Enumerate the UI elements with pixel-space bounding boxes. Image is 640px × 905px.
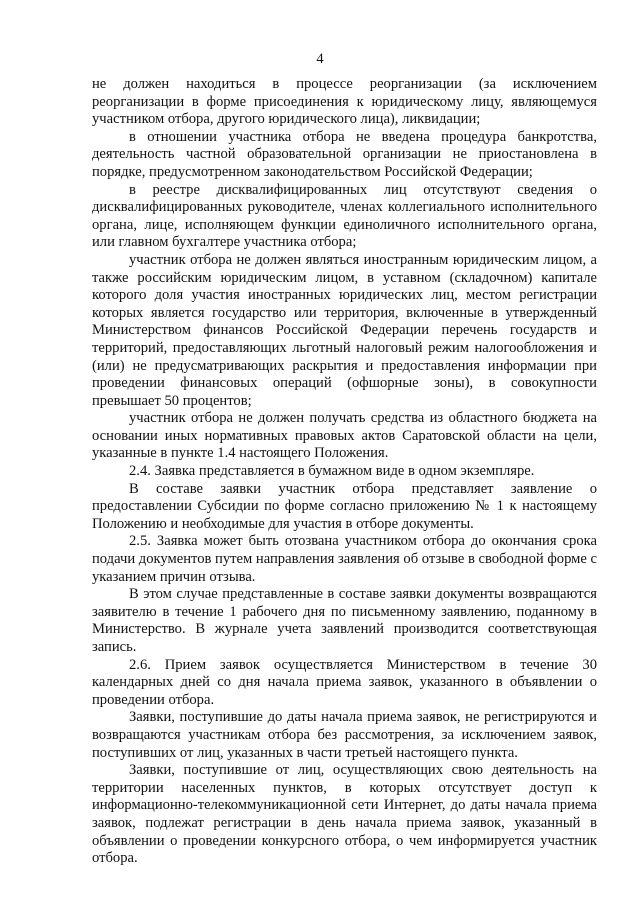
paragraph-2-6: 2.6. Прием заявок осуществляется Министерством в течение 30 календарных дней со дня начала приема заявок, указанного в объявлении о проведении отбора. (92, 656, 597, 708)
paragraph-no-internet-applications: Заявки, поступившие от лиц, осуществляющих свою деятельность на территории населенных пунктов, в которых отсутствует доступ к информационно-телекоммуникационной сети Интернет, до даты начала приема заявок, подлежат регистрации в день начала приема заявок, указанный в объявлении о проведении конкурсного отбора, о чем информируется участник отбора. (92, 762, 597, 867)
paragraph-2-5: 2.5. Заявка может быть отозвана участником отбора до окончания срока подачи документов путем направления заявления об отзыве в свободной форме с указанием причин отзыва. (92, 533, 598, 585)
paragraph-2-4: 2.4. Заявка представляется в бумажном виде в одном экземпляре. (129, 463, 535, 480)
paragraph-reorganization: не должен находиться в процессе реорганизации (за исключением реорганизации в форме присоединения к юридическому лицу, являющемуся участником отбора, другого юридического лица), ликвидации; (92, 76, 597, 128)
paragraph-regional-budget: участник отбора не должен получать средства из областного бюджета на основании иных нормативных правовых актов Саратовской области на цели, указанные в пункте 1.4 настоящего Положения. (92, 410, 597, 462)
paragraph-disqualified-registry: в реестре дисквалифицированных лиц отсутствуют сведения о дисквалифицированных руководителе, членах коллегиального исполнительного органа, лице, исполняющем функции единоличного исполнительного органа, или главном бухгалтере участника отбора; (92, 181, 597, 251)
document-body (92, 76, 597, 868)
paragraph-bankruptcy: в отношении участника отбора не введена процедура банкротства, деятельность частной образовательной организации не приостановлена в порядке, предусмотренном законодательством Российской Федерации; (92, 128, 597, 180)
paragraph-application-contents: В составе заявки участник отбора представляет заявление о предоставлении Субсидии по форме согласно приложению № 1 к настоящему Положению и необходимые для участия в отборе документы. (92, 480, 597, 532)
paragraph-documents-return: В этом случае представленные в составе заявки документы возвращаются заявителю в течение 1 рабочего дня по письменному заявлению, поданному в Министерство. В журнале учета заявлений производится соответствующая запись. (92, 586, 597, 655)
paragraph-early-applications: Заявки, поступившие до даты начала приема заявок, не регистрируются и возвращаются участникам отбора без рассмотрения, за исключением заявок, поступивших от лиц, указанных в части третьей настоящего пункта. (92, 709, 597, 761)
paragraph-foreign-entity: участник отбора не должен являться иностранным юридическим лицом, а также российским юридическим лицом, в уставном (складочном) капитале которого доля участия иностранных юридических лиц, местом регистрации которых является государство или территория, включенные в утвержденный Министерством финансов Российской Федерации перечень государств и территорий, предоставляющих льготный налоговый режим налогообложения и (или) не предусматривающих раскрытия и предоставления информации при проведении финансовых операций (офшорные зоны), в совокупности превышает 50 процентов; (92, 251, 597, 409)
page-number: 4 (316, 51, 324, 67)
